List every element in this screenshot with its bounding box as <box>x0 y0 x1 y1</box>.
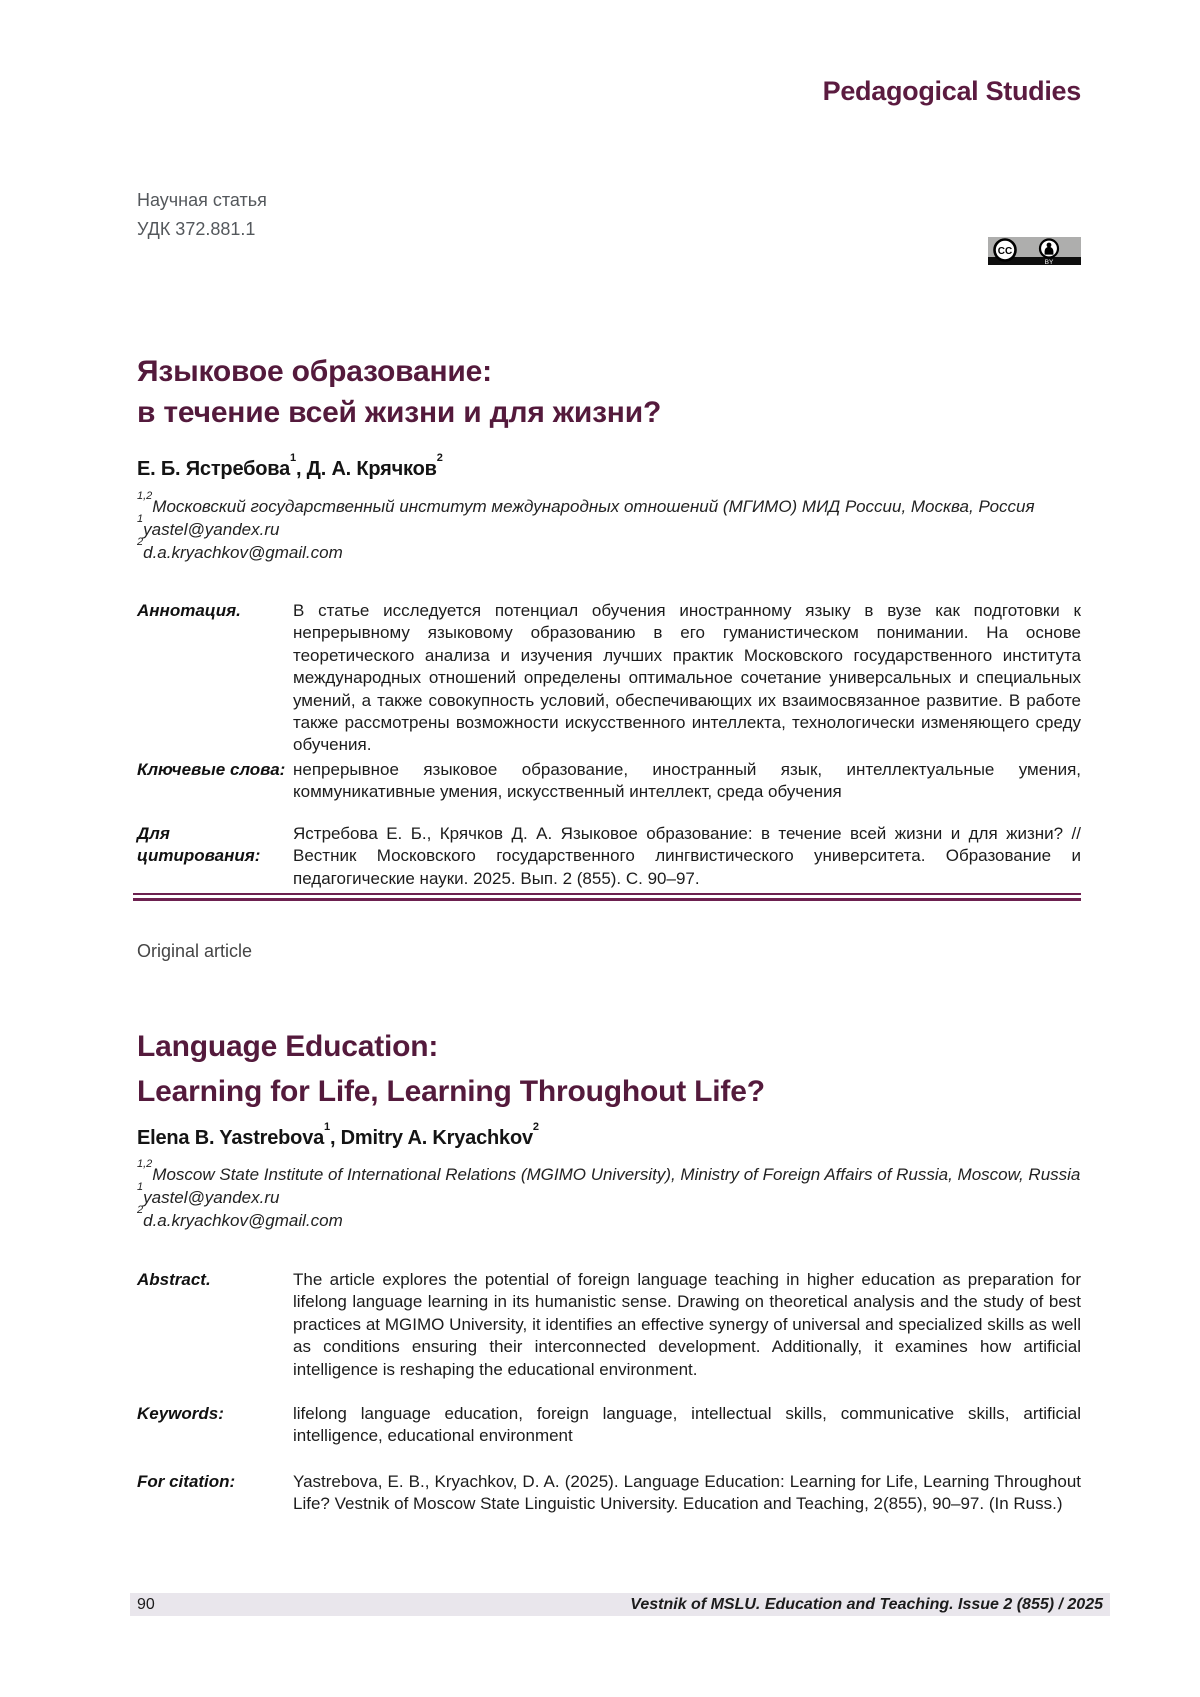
email-marker: 1 <box>137 1181 144 1194</box>
author-affiliation-marker: 1 <box>290 452 296 465</box>
email-marker: 1 <box>137 513 144 526</box>
citation-text-en: Yastrebova, E. B., Kryachkov, D. A. (2025). Language Education: Learning for Life, Learning Throughout Life? Vestnik of Moscow State Linguistic University. Education and Teaching, 2(855), 90–97. (In Russ.) <box>293 1472 1081 1514</box>
article-title-ru-line2: в течение всей жизни и для жизни? <box>137 396 662 430</box>
journal-footer-title: Vestnik of MSLU. Education and Teaching. Issue 2 (855) / 2025 <box>630 1595 1103 1613</box>
email-text: d.a.kryachkov@gmail.com <box>143 543 343 562</box>
affiliation-en <box>137 1158 1081 1186</box>
author-email <box>137 513 1081 541</box>
affiliation-text: Moscow State Institute of International Relations (MGIMO University), Ministry of Foreign Affairs of Russia, Moscow, Russia <box>152 1165 1081 1184</box>
abstract-label-en: Abstract. <box>137 1270 211 1289</box>
abstract-text-en: The article explores the potential of foreign language teaching in higher education as preparation for lifelong language learning in its humanistic sense. Drawing on theoretical analysis and the study of best practices at MGIMO University, it identifies an effective synergy of universal and specialized skills as well as conditions ensuring their interconnected development. Additionally, it examines how artificial intelligence is reshaping the educational environment. <box>293 1270 1081 1379</box>
article-title-en-line1: Language Education: <box>137 1030 439 1064</box>
section-divider-rule <box>133 893 1081 901</box>
affiliation-block-ru <box>137 490 1081 564</box>
article-type-en: Original article <box>137 941 253 961</box>
affiliation-marker: 1,2 <box>137 490 153 503</box>
email-text: d.a.kryachkov@gmail.com <box>143 1211 343 1230</box>
cc-by-badge-graphic <box>988 237 1081 265</box>
journal-section-title: Pedagogical Studies <box>822 76 1081 106</box>
keywords-row-en <box>137 1403 1081 1448</box>
keywords-label-ru: Ключевые слова: <box>137 760 286 779</box>
author-affiliation-marker: 2 <box>436 452 443 465</box>
citation-row-en <box>137 1471 1081 1516</box>
citation-text-ru: Ястребова Е. Б., Крячков Д. А. Языковое образование: в течение всей жизни и для жизни? // Вестник Московского государственного лингвистического университета. Образование и педагогические науки. 2025. Вып. 2 (855). С. 90–97. <box>293 824 1081 888</box>
article-title-en <box>137 1024 1081 1114</box>
citation-row-ru <box>137 823 1081 890</box>
author-email <box>137 1181 1081 1209</box>
keywords-text-en: lifelong language education, foreign language, intellectual skills, communicative skills, artificial intelligence, educational environment <box>293 1404 1081 1446</box>
affiliation-marker: 1,2 <box>137 1158 153 1171</box>
article-title-ru <box>137 351 1081 433</box>
email-marker: 2 <box>137 536 144 549</box>
citation-label-ru: Для цитирования: <box>137 824 261 866</box>
citation-label-en: For citation: <box>137 1472 236 1491</box>
affiliation-ru <box>137 490 1081 518</box>
abstract-row-ru <box>137 600 1081 757</box>
author-affiliation-marker: 2 <box>532 1121 539 1134</box>
author-email <box>137 536 1081 564</box>
abstract-label-ru: Аннотация. <box>137 601 241 620</box>
author-email <box>137 1204 1081 1232</box>
svg-text:BY: BY <box>1044 259 1054 265</box>
authors-ru <box>137 452 1081 481</box>
author-name: Е. Б. Ястребова <box>137 458 291 480</box>
email-text: yastel@yandex.ru <box>143 520 280 539</box>
keywords-text-ru: непрерывное языковое образование, иностранный язык, интеллектуальные умения, коммуникативные умения, искусственный интеллект, среда обучения <box>293 760 1081 802</box>
email-marker: 2 <box>137 1204 144 1217</box>
page-footer <box>130 1593 1110 1616</box>
email-text: yastel@yandex.ru <box>143 1188 280 1207</box>
article-title-en-line2: Learning for Life, Learning Throughout Life? <box>137 1075 765 1109</box>
udc-code: УДК 372.881.1 <box>137 219 256 239</box>
abstract-row-en <box>137 1269 1081 1381</box>
article-title-ru-line1: Языковое образование: <box>137 355 492 389</box>
author-name: , Д. А. Крячков <box>295 458 437 480</box>
keywords-label-en: Keywords: <box>137 1404 224 1423</box>
abstract-text-ru: В статье исследуется потенциал обучения иностранному языку в вузе как подготовки к непрерывному языковому образованию в его гуманистическом понимании. На основе теоретического анализа и изучения лучших практик Московского государственного института международных отношений определены оптимальное сочетание универсальных и специальных умений, а также совокупность условий, обеспечивающих их взаимосвязанное развитие. В работе также рассмотрены возможности искусственного интеллекта, технологически изменяющего среду обучения. <box>293 601 1081 755</box>
authors-en <box>137 1121 1081 1150</box>
article-type-ru: Научная статья <box>137 190 267 210</box>
cc-by-license-badge <box>988 237 1081 265</box>
page-number: 90 <box>137 1595 155 1613</box>
author-name: , Dmitry A. Kryachkov <box>329 1127 533 1149</box>
affiliation-block-en <box>137 1158 1081 1232</box>
svg-text:CC: CC <box>997 246 1013 257</box>
affiliation-text: Московский государственный институт международных отношений (МГИМО) МИД России, Москва, Россия <box>152 497 1035 516</box>
author-affiliation-marker: 1 <box>324 1121 330 1134</box>
keywords-row-ru <box>137 759 1081 804</box>
author-name: Elena B. Yastrebova <box>137 1127 325 1149</box>
